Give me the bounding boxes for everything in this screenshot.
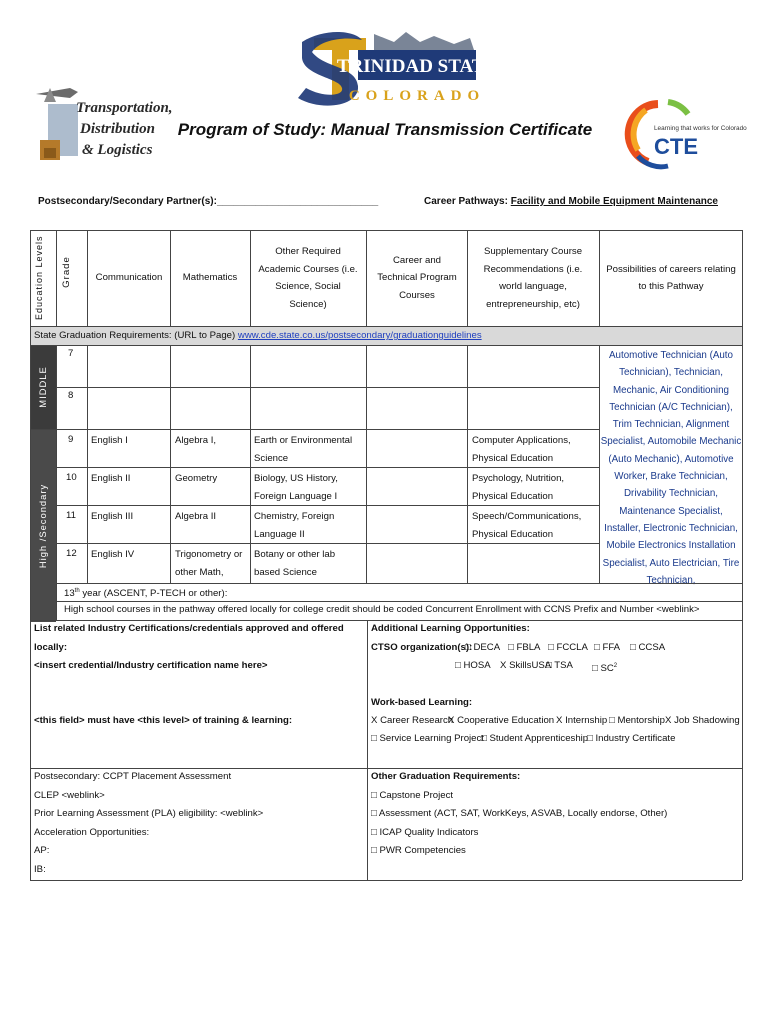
other-req-item[interactable]: □ PWR Competencies <box>371 845 466 856</box>
career-technical-header: Career and Technical Program Courses <box>377 254 457 301</box>
other-req-item[interactable]: □ Capstone Project <box>371 789 454 801</box>
hs-label: High /Secondary <box>37 483 48 569</box>
state-req-label: State Graduation Requirements: (URL to Page) <box>34 330 238 341</box>
possibilities-header: Possibilities of careers relating to this Pathway <box>606 263 736 292</box>
additional-title: Additional Learning Opportunities: <box>371 623 530 634</box>
ctso-deca[interactable]: □ DECA <box>465 642 501 653</box>
grade-9: 9 <box>68 434 74 445</box>
wbl-title: Work-based Learning: <box>371 697 473 708</box>
ctso-sc[interactable] <box>592 657 617 679</box>
g10-math: Geometry <box>175 473 218 484</box>
other-academic-header: Other Required Academic Courses (i.e. Science, Social Science) <box>258 246 358 310</box>
tdl-line-3: & Logistics <box>82 142 153 158</box>
post-line[interactable]: Prior Learning Assessment (PLA) eligibility: <weblink> <box>34 808 264 819</box>
g10-other: Biology, US History, Foreign Language I <box>254 473 338 502</box>
ctso-tsa[interactable]: □ TSA <box>546 660 573 671</box>
mathematics-header: Mathematics <box>182 272 238 284</box>
page-title: Program of Study: Manual Transmission Certificate <box>177 120 593 139</box>
industry-certs <box>34 620 364 676</box>
year-13-text: year (ASCENT, P-TECH or other): <box>79 588 228 600</box>
ctso-skillsusa[interactable]: X SkillsUSA <box>500 660 552 671</box>
g9-math: Algebra I, <box>175 435 217 446</box>
additional-learning <box>371 620 739 639</box>
g9-other: Earth or Environmental Science <box>254 435 353 464</box>
grade-8: 8 <box>68 390 74 401</box>
supplementary-header: Supplementary Course Recommendations (i.e. world language, entrepreneurship, etc) <box>483 246 583 310</box>
ctso-sc-text: □ SC <box>592 663 614 675</box>
industry-title: List related Industry Certifications/credentials approved and offered locally: <box>34 623 344 653</box>
g9-supplementary: Computer Applications, Physical Education <box>472 435 571 464</box>
cte-wordmark: CTE <box>654 134 698 159</box>
wbl-job-shadowing[interactable]: X Job Shadowing <box>665 715 740 726</box>
state-graduation-row <box>30 326 742 345</box>
communication-header: Communication <box>95 272 163 284</box>
wbl-apprenticeship[interactable]: □ Student Apprenticeship <box>481 733 589 744</box>
year-13-num: 13 <box>64 588 75 600</box>
grade-12: 12 <box>66 548 77 559</box>
g10-supplementary: Psychology, Nutrition, Physical Education <box>472 473 565 502</box>
pathways-value: Facility and Mobile Equipment Maintenance <box>510 196 718 207</box>
grade-10: 10 <box>66 472 77 483</box>
ctso-label: CTSO organization(s): <box>371 642 473 653</box>
other-grad-reqs <box>371 768 739 861</box>
wbl-internship[interactable]: X Internship <box>556 715 608 726</box>
grade-11: 11 <box>66 510 76 521</box>
g12-communication: English IV <box>91 549 135 560</box>
other-title: Other Graduation Requirements: <box>371 771 521 782</box>
wbl-industry-cert[interactable]: □ Industry Certificate <box>587 733 676 744</box>
partner-field <box>38 196 378 207</box>
training-note <box>34 712 364 731</box>
g12-other: Botany or other lab based Science <box>254 549 336 578</box>
wbl-coop-education[interactable]: X Cooperative Education <box>448 715 555 726</box>
g11-other: Chemistry, Foreign Language II <box>254 511 335 540</box>
wbl-career-research[interactable]: X Career Research <box>371 715 454 726</box>
ctso-fccla[interactable]: □ FCCLA <box>548 642 588 653</box>
wbl-service-learning[interactable]: □ Service Learning Project <box>371 733 484 744</box>
concurrent-note: High school courses in the pathway offered locally for college credit should be coded Concurrent Enrollment with CCNS Prefix and Number <weblink> <box>64 604 700 615</box>
post-line: AP: <box>34 845 50 856</box>
partner-label: Postsecondary/Secondary Partner(s): <box>38 196 217 207</box>
careers-list: Automotive Technician (Auto Technician), Technician, Mechanic, Air Conditioning Technician (A/C Technician), Trim Technician, Alignment Specialist, Automobile Mechanic (Auto Mechanic), Automotive Worker, Brake Technician, Drivability Technician, Maintenance Specialist, Installer, Electronic Technician, Mobile Electronics Installation Specialist, Auto Electrician, Tire Technician, <box>600 350 742 586</box>
tsc-sub-wordmark: COLORADO <box>348 88 486 104</box>
year-13-row <box>64 583 594 603</box>
ctso-ccsa[interactable]: □ CCSA <box>630 642 666 653</box>
edu-levels-header: Education Levels <box>34 235 44 320</box>
ctso-hosa[interactable]: □ HOSA <box>455 660 491 671</box>
g9-communication: English I <box>91 435 128 446</box>
cte-tagline: Learning that works for Colorado <box>654 125 747 132</box>
pathways-label: Career Pathways: <box>424 196 508 207</box>
post-line[interactable]: CLEP <weblink> <box>34 789 105 801</box>
post-line: IB: <box>34 863 46 875</box>
trinidad-state-logo <box>294 28 498 110</box>
post-line: Postsecondary: CCPT Placement Assessment <box>34 771 232 782</box>
wbl-mentorship[interactable]: □ Mentorship <box>609 715 665 726</box>
training-note-text: <this field> must have <this level> of training & learning: <box>34 715 293 726</box>
middle-label: MIDDLE <box>37 366 48 408</box>
other-req-item[interactable]: □ Assessment (ACT, SAT, WorkKeys, ASVAB, Locally endorse, Other) <box>371 808 668 819</box>
career-pathways <box>424 196 718 207</box>
ctso-fbla[interactable]: □ FBLA <box>508 642 541 653</box>
tsc-wordmark: TRINIDAD STATE <box>336 56 498 77</box>
postsecondary-block <box>34 768 364 879</box>
state-req-link[interactable]: www.cde.state.co.us/postsecondary/graduationguidelines <box>237 330 482 341</box>
tdl-line-1: Transportation, <box>76 100 173 116</box>
partner-blank[interactable]: _____________________________ <box>216 196 379 207</box>
industry-value[interactable]: <insert credential/Industry certification name here> <box>34 660 268 671</box>
grade-7: 7 <box>68 348 74 359</box>
g11-math: Algebra II <box>175 511 217 522</box>
g11-supplementary: Speech/Communications, Physical Education <box>472 511 582 540</box>
ctso-sc-sup: 2 <box>613 663 618 669</box>
post-line: Acceleration Opportunities: <box>34 826 150 838</box>
ctso-ffa[interactable]: □ FFA <box>594 642 621 653</box>
year-13-sup: th <box>74 588 80 594</box>
g10-communication: English II <box>91 473 131 484</box>
g11-communication: English III <box>91 511 134 522</box>
grade-header: Grade <box>61 256 72 288</box>
tdl-line-2: Distribution <box>80 121 156 137</box>
other-req-item[interactable]: □ ICAP Quality Indicators <box>371 826 479 838</box>
g12-math: Trigonometry or other Math, <box>175 549 243 578</box>
